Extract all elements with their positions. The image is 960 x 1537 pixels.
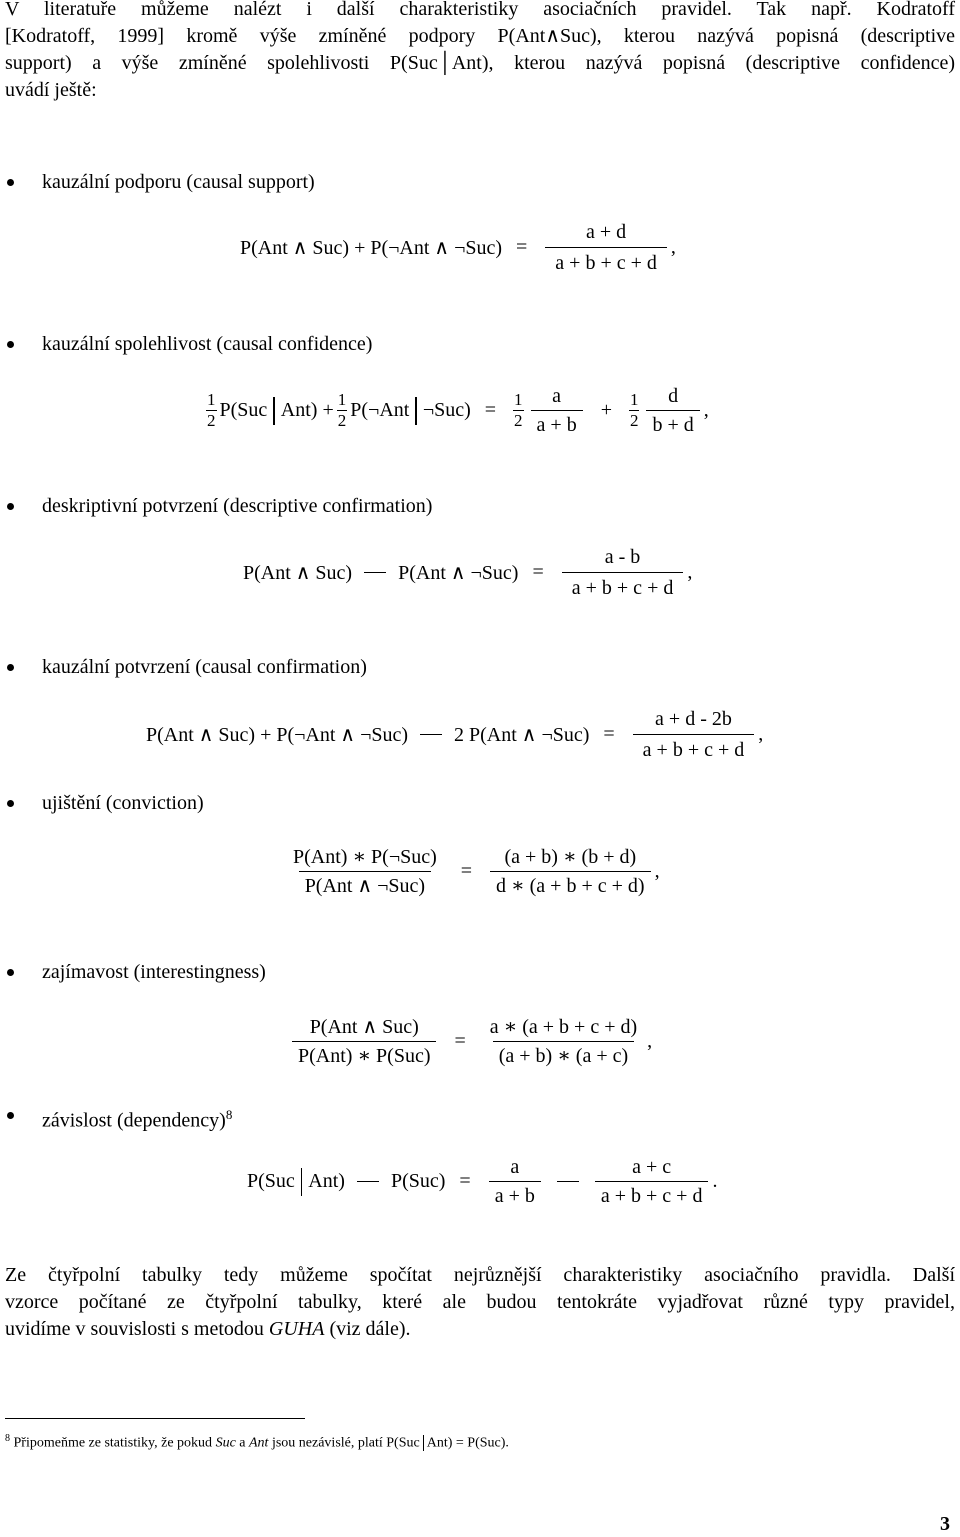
minus-sign — [420, 734, 442, 736]
term: P(Suc) — [390, 1170, 446, 1192]
denominator: b + d — [646, 410, 699, 437]
numerator: a - b — [604, 546, 641, 568]
footnote — [5, 1433, 509, 1452]
equals-sign: = — [454, 1030, 466, 1052]
bullet-label: ujištění (conviction) — [42, 792, 204, 814]
minus-sign — [357, 1181, 379, 1183]
denominator: a + b — [489, 1181, 541, 1208]
denominator: P(Ant ∧ ¬Suc) — [299, 871, 431, 898]
bullet-label: deskriptivní potvrzení (descriptive confirmation) — [42, 495, 433, 517]
formula-causal-confidence — [203, 384, 709, 437]
fraction — [595, 1155, 709, 1208]
trailing-comma: , — [758, 723, 764, 745]
fraction — [531, 384, 583, 437]
numerator: a + d - 2b — [655, 708, 732, 730]
bullet-label: závislost (dependency) — [42, 1109, 226, 1132]
footnote-ref: 8 — [225, 1107, 233, 1122]
bullet-causal-confidence — [42, 332, 372, 356]
minus-sign — [364, 572, 386, 574]
intro-line-4: uvádí ještě: — [5, 79, 97, 101]
numerator: (a + b) ∗ (b + d) — [504, 846, 637, 868]
bullet-conviction — [42, 791, 204, 815]
closing-line-1: Ze čtyřpolní tabulky tedy můžeme spočítat nejrůznější charakteristiky asociačního pravidla. Další — [5, 1264, 955, 1286]
trailing-comma: , — [654, 860, 660, 882]
denominator: a + b + c + d — [595, 1181, 709, 1208]
bullet-dot — [7, 179, 14, 186]
numerator: P(Ant ∧ Suc) — [309, 1016, 419, 1038]
footnote-text: jsou nezávislé, platí — [271, 1435, 383, 1451]
conditional-bar — [273, 397, 275, 425]
numerator: d — [668, 385, 679, 407]
term: Ant) + — [280, 399, 334, 421]
plus-sign: + — [600, 399, 612, 421]
bullet-interestingness — [42, 960, 266, 984]
footnote-separator — [5, 1418, 305, 1419]
denominator: (a + b) ∗ (a + c) — [493, 1041, 634, 1068]
conditional-bar — [301, 1168, 303, 1196]
footnote-formula: P(Suc — [386, 1435, 420, 1451]
bullet-dot — [7, 969, 14, 976]
half-fraction: 1 2 — [207, 390, 216, 430]
formula-conviction — [283, 845, 660, 898]
formula-causal-support — [240, 220, 676, 275]
bullet-label: kauzální podporu (causal support) — [42, 171, 315, 193]
equals-sign: = — [484, 399, 497, 421]
fraction — [489, 1155, 541, 1208]
fraction — [490, 845, 651, 898]
bullet-causal-support — [42, 170, 315, 194]
formula-descriptive-confirmation — [243, 545, 692, 600]
closing-text: uvidíme v souvislosti s metodou — [5, 1318, 264, 1340]
conditional-bar — [423, 1435, 424, 1451]
denominator: a + b + c + d — [562, 572, 684, 600]
numerator: a — [510, 1156, 520, 1178]
equals-sign: = — [460, 860, 473, 882]
numerator: a — [552, 385, 562, 407]
fraction — [287, 845, 443, 898]
equals-sign: = — [459, 1170, 471, 1192]
closing-line-2: vzorce počítané ze čtyřpolní tabulky, které ale budou tentokráte vyjadřovat různé typy pravidel, — [5, 1291, 955, 1313]
numerator: P(Ant) ∗ P(¬Suc) — [293, 846, 437, 868]
equals-sign: = — [532, 561, 544, 583]
bullet-label: zajímavost (interestingness) — [42, 961, 266, 983]
bullet-descriptive-confirmation — [42, 494, 432, 518]
term: P(¬Ant — [350, 399, 410, 421]
fraction — [562, 545, 684, 600]
formula-lhs: P(Ant ∧ Suc) + P(¬Ant ∧ ¬Suc) — [240, 237, 503, 259]
bullet-dot — [7, 341, 14, 348]
denominator: a + b — [531, 410, 583, 437]
half-fraction: 1 2 — [514, 390, 523, 430]
trailing-comma: , — [647, 1030, 653, 1052]
trailing-comma: , — [687, 561, 693, 583]
bullet-dot — [7, 503, 14, 510]
term: ¬Suc) — [422, 399, 471, 421]
minus-sign — [557, 1181, 579, 1183]
fraction — [292, 1015, 436, 1068]
footnote-suc: Suc — [215, 1435, 236, 1451]
fraction — [646, 384, 699, 437]
denominator: a + b + c + d — [545, 247, 667, 275]
closing-line-3 — [5, 1316, 955, 1343]
trailing-comma: , — [703, 399, 709, 421]
bullet-dot — [7, 800, 14, 807]
numerator: a + c — [632, 1156, 672, 1178]
term: P(Suc — [219, 399, 268, 421]
intro-line-2: [Kodratoff, 1999] kromě výše zmíněné podpory P(Ant∧Suc), kterou nazývá popisná (descriptive — [5, 25, 955, 47]
fraction — [484, 1015, 643, 1068]
term: Ant) — [308, 1170, 345, 1192]
formula-interestingness — [288, 1015, 652, 1068]
term: P(Suc — [247, 1170, 295, 1192]
conditional-bar — [415, 397, 417, 425]
denominator: d ∗ (a + b + c + d) — [490, 871, 651, 898]
term: 2 P(Ant ∧ ¬Suc) — [454, 724, 590, 746]
footnote-formula: Ant) = P(Suc). — [426, 1435, 509, 1451]
footnote-ant: Ant — [249, 1435, 269, 1451]
fraction — [545, 220, 667, 275]
footnote-text: Připomeňme ze statistiky, že pokud — [13, 1435, 213, 1451]
denominator: a + b + c + d — [633, 734, 755, 762]
page-number: 3 — [940, 1513, 950, 1535]
term: P(Ant ∧ ¬Suc) — [398, 562, 519, 584]
footnote-text: a — [239, 1435, 246, 1451]
bullet-label: kauzální potvrzení (causal confirmation) — [42, 656, 367, 678]
bullet-dot — [7, 1112, 14, 1119]
numerator: a ∗ (a + b + c + d) — [489, 1016, 638, 1038]
intro-line-3: support) a výše zmíněné spolehlivosti P(Suc│Ant), kterou nazývá popisná (descriptive confidence) — [5, 52, 955, 74]
bullet-label: kauzální spolehlivost (causal confidence) — [42, 333, 373, 355]
fraction — [633, 707, 755, 762]
guha-method: GUHA — [268, 1318, 325, 1340]
bullet-dot — [7, 664, 14, 671]
intro-line-1: V literatuře můžeme nalézt i další charakteristiky asociačních pravidel. Tak např. Kodratoff — [5, 0, 955, 20]
trailing-period: . — [712, 1170, 718, 1192]
formula-dependency — [247, 1155, 717, 1208]
bullet-dependency — [42, 1103, 232, 1133]
numerator: a + d — [586, 221, 627, 243]
denominator: P(Ant) ∗ P(Suc) — [292, 1041, 436, 1068]
equals-sign: = — [516, 236, 528, 258]
term: P(Ant ∧ Suc) + P(¬Ant ∧ ¬Suc) — [146, 724, 409, 746]
trailing-comma: , — [670, 236, 676, 258]
equals-sign: = — [603, 723, 615, 745]
half-fraction: 1 2 — [629, 390, 639, 430]
footnote-mark: 8 — [5, 1433, 10, 1444]
half-fraction: $\frac{1}{2}$ — [337, 390, 347, 430]
term: P(Ant ∧ Suc) — [243, 562, 353, 584]
formula-causal-confirmation — [146, 707, 763, 762]
closing-text: (viz dále). — [329, 1318, 411, 1340]
bullet-causal-confirmation — [42, 655, 367, 679]
